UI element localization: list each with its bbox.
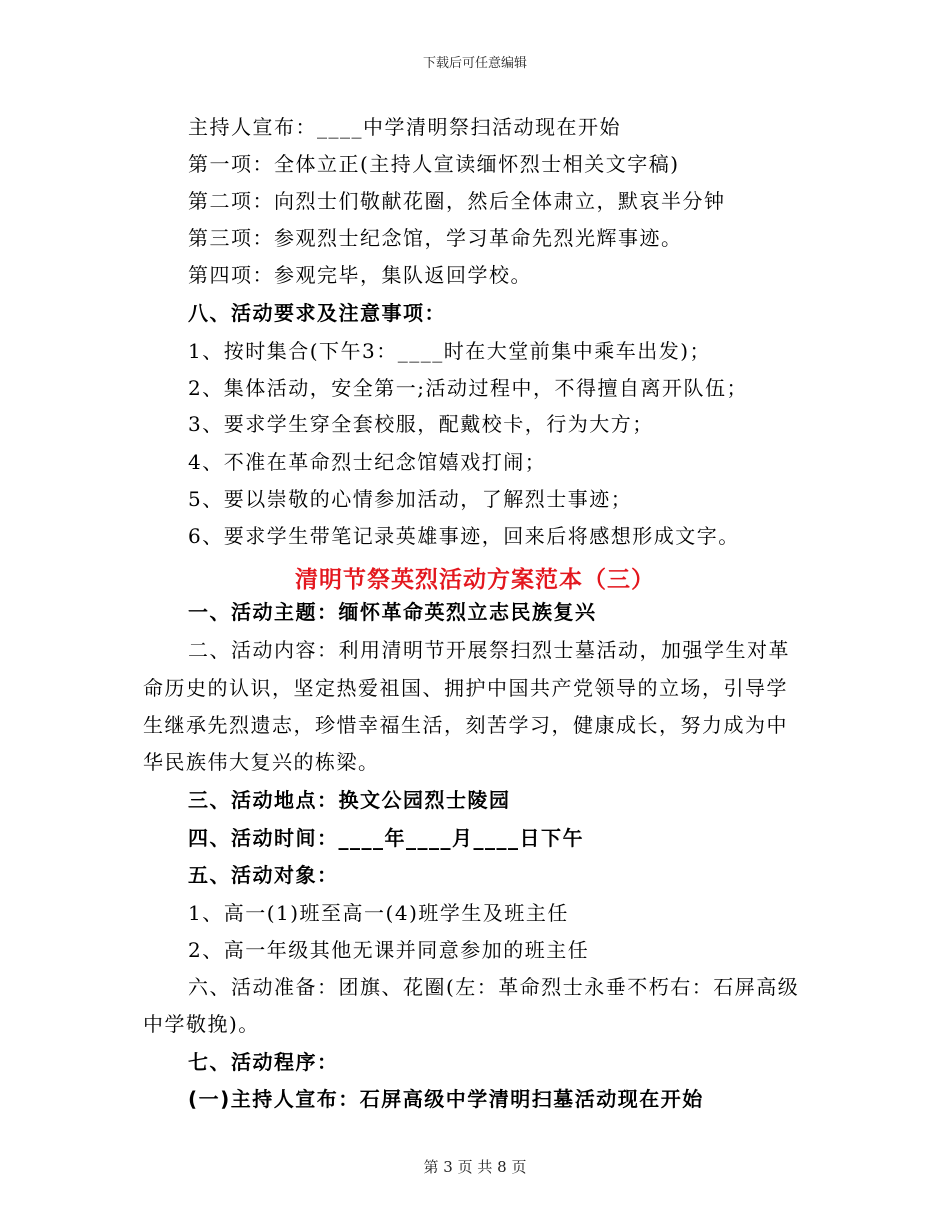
list-item: 1、按时集合(下午3：____时在大堂前集中乘车出发)； [188,339,712,363]
list-item: 3、要求学生穿全套校服，配戴校卡，行为大方； [188,412,654,436]
section-heading: 八、活动要求及注意事项： [188,301,446,325]
list-item: 1、高一(1)班至高一(4)班学生及班主任 [188,901,569,925]
text-line: 第一项：全体立正(主持人宣读缅怀烈士相关文字稿) [188,152,680,176]
section-heading: 四、活动时间：____年____月____日下午 [188,826,584,850]
text-line: 第四项：参观完毕，集队返回学校。 [188,263,532,287]
text-line: 命历史的认识，坚定热爱祖国、拥护中国共产党领导的立场，引导学 [143,676,788,700]
list-item: 4、不准在革命烈士纪念馆嬉戏打闹； [188,450,547,474]
list-item: 2、高一年级其他无课并同意参加的班主任 [188,938,590,962]
section-heading: (一)主持人宣布：石屏高级中学清明扫墓活动现在开始 [188,1087,704,1111]
text-line: 中学敬挽)。 [143,1012,260,1036]
page-footer: 第 3 页 共 8 页 [423,1158,527,1176]
page-header: 下载后可任意编辑 [422,56,527,71]
text-line: 六、活动准备：团旗、花圈(左：革命烈士永垂不朽右：石屏高级 [188,975,800,999]
list-item: 2、集体活动，安全第一;活动过程中，不得擅自离开队伍； [188,376,748,400]
section-heading: 三、活动地点：换文公园烈士陵园 [188,788,511,812]
section-heading: 一、活动主题：缅怀革命英烈立志民族复兴 [188,600,597,624]
section-heading: 七、活动程序： [188,1050,339,1074]
section-title: 清明节祭英烈活动方案范本（三） [295,567,655,593]
text-line: 主持人宣布：____中学清明祭扫活动现在开始 [188,115,621,139]
list-item: 5、要以崇敬的心情参加活动，了解烈士事迹； [188,487,633,511]
text-line: 华民族伟大复兴的栋梁。 [143,750,380,774]
text-line: 第三项：参观烈士纪念馆，学习革命先烈光辉事迹。 [188,226,683,250]
text-line: 生继承先烈遗志，珍惜幸福生活，刻苦学习，健康成长，努力成为中 [143,713,788,737]
list-item: 6、要求学生带笔记录英雄事迹，回来后将感想形成文字。 [188,524,740,548]
text-line: 第二项：向烈士们敬献花圈，然后全体肃立，默哀半分钟 [188,189,726,213]
section-heading: 五、活动对象： [188,863,339,887]
text-line: 二、活动内容：利用清明节开展祭扫烈士墓活动，加强学生对革 [188,638,790,662]
